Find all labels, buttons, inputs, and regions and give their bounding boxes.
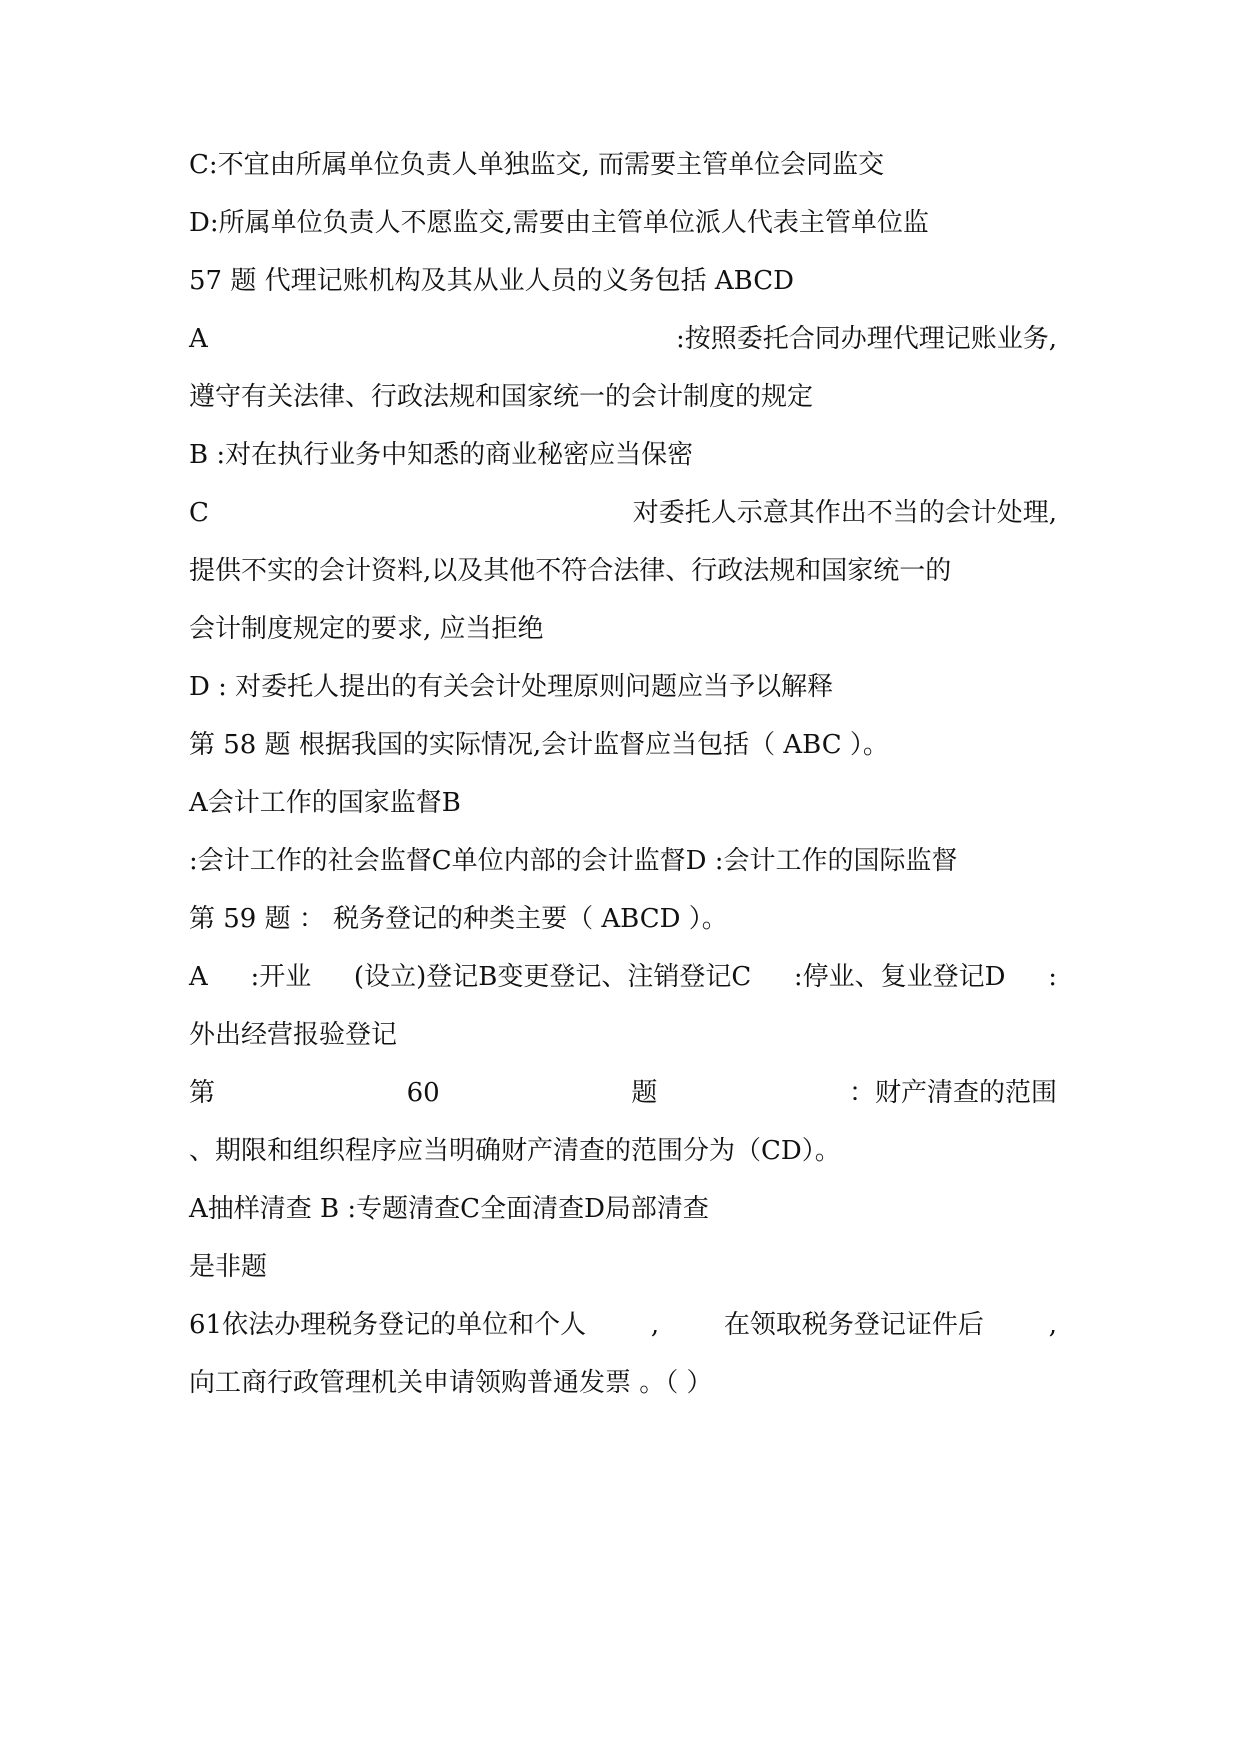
question-58: 第 58 题 根据我国的实际情况,会计监督应当包括（ ABC ）。 xyxy=(189,730,889,760)
option-label: C xyxy=(189,498,209,528)
question-60-continued: 、期限和组织程序应当明确财产清查的范围分为（CD）。 xyxy=(189,1136,841,1166)
q60-part: 60 xyxy=(406,1078,440,1108)
q57-option-a-continued: 遵守有关法律、行政法规和国家统一的会计制度的规定 xyxy=(189,382,814,412)
q59-option-part: :开业 xyxy=(250,962,312,992)
q60-options: A抽样清查 B :专题清查C全面清查D局部清查 xyxy=(189,1194,709,1224)
question-61-continued: 向工商行政管理机关申请领购普通发票 。（ ） xyxy=(189,1368,713,1398)
question-57: 57 题 代理记账机构及其从业人员的义务包括 ABCD xyxy=(189,266,794,296)
section-heading: 是非题 xyxy=(189,1252,268,1282)
option-d-text: D:所属单位负责人不愿监交,需要由主管单位派人代表主管单位监 xyxy=(189,208,929,238)
question-60 xyxy=(189,1076,1057,1110)
q57-option-c-continued-2: 会计制度规定的要求, 应当拒绝 xyxy=(189,614,544,644)
q59-option-part: A xyxy=(189,962,208,992)
option-c-text: C:不宜由所属单位负责人单独监交, 而需要主管单位会同监交 xyxy=(189,150,885,180)
q59-options-continued: 外出经营报验登记 xyxy=(189,1020,398,1050)
q60-part: 第 xyxy=(189,1078,216,1108)
q57-option-c-continued-1: 提供不实的会计资料,以及其他不符合法律、行政法规和国家统一的 xyxy=(189,556,952,586)
q57-option-b: B :对在执行业务中知悉的商业秘密应当保密 xyxy=(189,440,694,470)
q58-options-1: A会计工作的国家监督B xyxy=(189,788,461,818)
q61-part: , xyxy=(1048,1310,1057,1340)
q59-option-part: :停业、复业登记D xyxy=(793,962,1006,992)
option-text: :按照委托合同办理代理记账业务, xyxy=(675,324,1057,354)
q58-options-2: :会计工作的社会监督C单位内部的会计监督D :会计工作的国际监督 xyxy=(189,846,958,876)
q61-part: 在领取税务登记证件后 xyxy=(723,1310,984,1340)
q59-options xyxy=(189,960,1057,994)
question-59: 第 59 题 ： 税务登记的种类主要（ ABCD ）。 xyxy=(189,904,728,934)
q57-option-d: D : 对委托人提出的有关会计处理原则问题应当予以解释 xyxy=(189,672,834,702)
q57-option-c xyxy=(189,496,1057,530)
q60-part: 题 xyxy=(631,1078,658,1108)
option-text: 对委托人示意其作出不当的会计处理, xyxy=(632,498,1057,528)
q59-option-part: : xyxy=(1048,962,1057,992)
q60-part: ：财产清查的范围 xyxy=(848,1078,1057,1108)
q61-part: , xyxy=(650,1310,660,1340)
q59-option-part: (设立)登记B变更登记、注销登记C xyxy=(353,962,752,992)
q57-option-a xyxy=(189,322,1057,356)
option-label: A xyxy=(189,324,208,354)
question-61 xyxy=(189,1308,1057,1342)
q61-part: 61依法办理税务登记的单位和个人 xyxy=(189,1310,587,1340)
